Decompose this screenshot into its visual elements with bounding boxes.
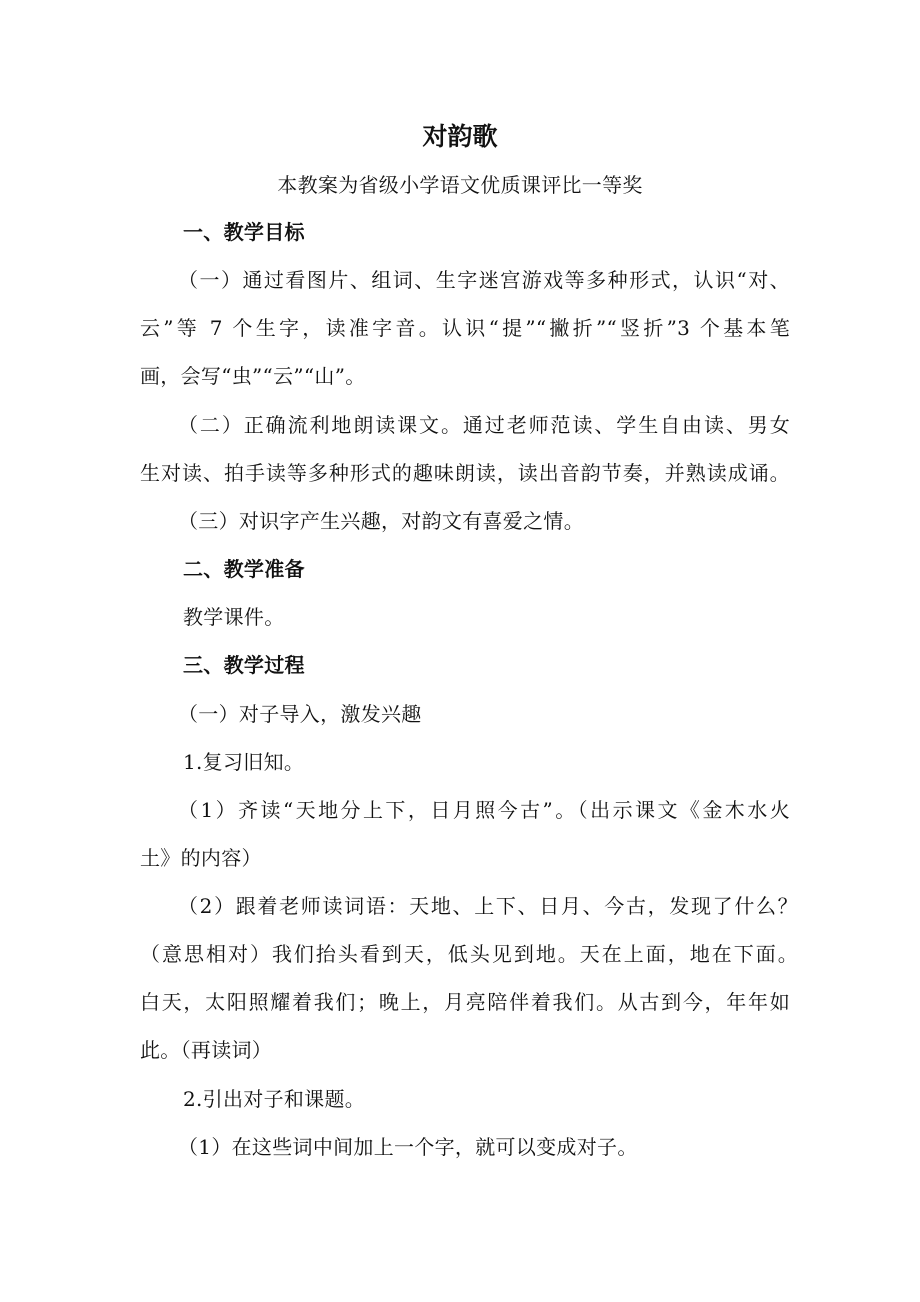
document-title: 对韵歌 [422, 122, 498, 151]
objective-3-line-1: （三）对识字产生兴趣，对韵文有喜爱之情。 [178, 509, 584, 533]
section-heading-teaching-process: 三、教学过程 [183, 653, 305, 677]
preparation-text: 教学课件。 [183, 605, 285, 629]
process-subheading-1: （一）对子导入，激发兴趣 [178, 702, 422, 726]
process-step-1-2-line-3: 白天，太阳照耀着我们；晚上，月亮陪伴着我们。从古到今，年年如 [140, 990, 790, 1014]
process-step-1: 1.复习旧知。 [183, 750, 305, 774]
process-step-1-1-line-2: 土》的内容） [140, 846, 262, 870]
objective-1-line-2: 云”等 7 个生字，读准字音。认识“提”“撇折”“竖折”3 个基本笔 [140, 316, 790, 340]
document-subtitle: 本教案为省级小学语文优质课评比一等奖 [277, 173, 643, 197]
objective-1-line-3: 画，会写“虫”“云”“山”。 [140, 364, 366, 388]
objective-2-line-1: （二）正确流利地朗读课文。通过老师范读、学生自由读、男女 [178, 413, 790, 437]
process-step-2-1-line-1: （1）在这些词中间加上一个字，就可以变成对子。 [178, 1135, 638, 1159]
process-step-1-1-line-1: （1）齐读“天地分上下，日月照今古”。（出示课文《金木水火 [178, 798, 790, 822]
objective-2-line-2: 生对读、拍手读等多种形式的趣味朗读，读出音韵节奏，并熟读成诵。 [140, 461, 790, 485]
objective-1-line-1: （一）通过看图片、组词、生字迷宫游戏等多种形式，认识“对、 [178, 268, 790, 292]
process-step-1-2-line-2: （意思相对）我们抬头看到天，低头见到地。天在上面，地在下面。 [140, 942, 798, 966]
section-heading-teaching-preparation: 二、教学准备 [183, 557, 305, 581]
section-heading-teaching-objectives: 一、教学目标 [183, 220, 305, 244]
process-step-1-2-line-4: 此。（再读词） [140, 1038, 273, 1062]
process-step-2: 2.引出对子和课题。 [183, 1087, 366, 1111]
process-step-1-2-line-1: （2）跟着老师读词语：天地、上下、日月、今古，发现了什么？ [178, 894, 798, 918]
